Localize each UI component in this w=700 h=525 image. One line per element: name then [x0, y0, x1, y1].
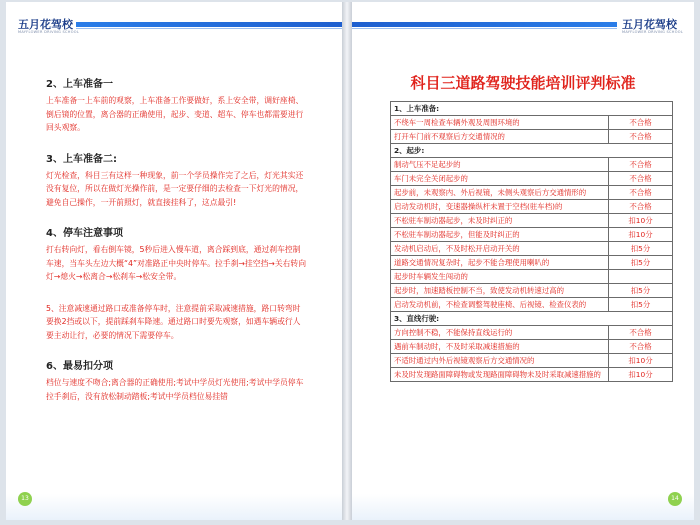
bottom-decoration-left — [6, 494, 342, 520]
bottom-decoration-right — [352, 494, 694, 520]
table-row — [391, 158, 673, 172]
result-cell: 扣10分 — [609, 354, 673, 368]
table-group-row — [391, 102, 673, 116]
section-body: 5、注意减速通过路口或准备停车时，注意提前采取减速措施，路口转弯时要换2挡或以下，提前踩刹车降速。通过路口时要先观察，如遇车辆或行人要主动让行，必要的情况下需要停车。 — [46, 303, 301, 340]
book-spine — [342, 2, 352, 520]
result-cell — [609, 270, 673, 284]
section-intersection — [46, 302, 308, 343]
criterion-cell: 未及时发现路面障碍物或发现路面障碍物未及时采取减速措施的 — [391, 368, 609, 382]
criterion-cell: 起步时车辆发生闯动的 — [391, 270, 609, 284]
section-body: 打右转向灯，看右倒车镜，5秒后进入慢车道，离合踩到底，通过刹车控制车速，当车头左边大概“4”对准路正中央时停车。拉手刹→挂空挡→关右转向灯→熄火→松离合→松刹车→松安全带。 — [46, 245, 307, 281]
brand-logo-right: 五月花驾校 — [622, 18, 677, 31]
section-parking — [46, 227, 308, 284]
brand-logo-left: 五月花驾校 — [18, 18, 73, 31]
table-row — [391, 116, 673, 130]
table-row — [391, 256, 673, 270]
criterion-cell: 制动气压不足起步的 — [391, 158, 609, 172]
group-heading: 3、直线行驶: — [391, 312, 673, 326]
criterion-cell: 发动机启动后，不及时松开启动开关的 — [391, 242, 609, 256]
section-title: 3、上车准备二: — [46, 153, 117, 165]
section-body: 档位与速度不吻合;离合器的正确使用;考试中学员灯光使用;考试中学员停车拉手刹后，没有放松制动踏板;考试中学员档位易挂错 — [46, 378, 304, 401]
section-prep-2 — [46, 153, 308, 210]
result-cell: 扣10分 — [609, 228, 673, 242]
section-title: 4、停车注意事项 — [46, 228, 123, 239]
criterion-cell: 启动发动机前，不检查调整驾驶座椅、后视镜、检查仪表的 — [391, 298, 609, 312]
table-group-row — [391, 144, 673, 158]
criterion-cell: 不绕车一周检查车辆外观及周围环境的 — [391, 116, 609, 130]
section-prep-1 — [46, 78, 308, 135]
left-page — [6, 2, 342, 520]
result-cell: 不合格 — [609, 158, 673, 172]
page-number-left: 13 — [18, 492, 32, 506]
header-line-right — [352, 28, 617, 29]
table-row — [391, 284, 673, 298]
page-number-right: 14 — [668, 492, 682, 506]
criterion-cell: 启动发动机时，变速器操纵杆未置于空档(驻车档)的 — [391, 200, 609, 214]
brand-subtitle-left: MAYFLOWER DRIVING SCHOOL — [18, 30, 80, 34]
criterion-cell: 方向控制不稳，不能保持直线运行的 — [391, 326, 609, 340]
result-cell: 扣5分 — [609, 284, 673, 298]
section-deductions — [46, 360, 308, 403]
table-row — [391, 214, 673, 228]
table-row — [391, 130, 673, 144]
result-cell: 扣5分 — [609, 256, 673, 270]
header-line-left — [76, 28, 342, 29]
right-page — [352, 2, 694, 520]
left-content — [46, 78, 308, 421]
criterion-cell: 遇前车制动时，不及时采取减速措施的 — [391, 340, 609, 354]
criterion-cell: 不适时通过内外后视镜观察后方交通情况的 — [391, 354, 609, 368]
criterion-cell: 道路交通情况复杂时，起步不能合理使用喇叭的 — [391, 256, 609, 270]
criterion-cell: 不松驻车制动器起步，但能及时纠正的 — [391, 228, 609, 242]
result-cell: 不合格 — [609, 200, 673, 214]
criterion-cell: 打开车门前不观察后方交通情况的 — [391, 130, 609, 144]
table-row — [391, 242, 673, 256]
result-cell: 不合格 — [609, 326, 673, 340]
criteria-table-body — [391, 102, 673, 382]
criterion-cell: 车门未完全关闭起步的 — [391, 172, 609, 186]
criterion-cell: 不松驻车制动器起步，未及时纠正的 — [391, 214, 609, 228]
criterion-cell: 起步前，未观察内、外后视镜，未侧头观察后方交通情形的 — [391, 186, 609, 200]
table-row — [391, 200, 673, 214]
header-bar-right — [352, 22, 617, 27]
section-body: 灯光检查，科目三有这样一种现象，前一个学员操作完了之后，灯光其实还没有复位，所以在做灯光操作前，是一定要仔细的去检查一下灯光的情况，避免自己操作，一开前照灯，就直接挂科了，这点最引! — [46, 170, 304, 207]
criteria-table — [390, 101, 673, 382]
table-row — [391, 228, 673, 242]
result-cell: 不合格 — [609, 172, 673, 186]
table-group-row — [391, 312, 673, 326]
table-row — [391, 186, 673, 200]
section-body: 上车准备一上车前的观察，上车准备工作要做好，系上安全带，调好座椅、倒后镜的位置，离合器的正确使用，起步、变道、超车、停车也都需要进行回头观察。 — [46, 96, 304, 132]
result-cell: 扣5分 — [609, 298, 673, 312]
result-cell: 扣10分 — [609, 214, 673, 228]
table-row — [391, 340, 673, 354]
section-title: 2、上车准备一 — [46, 79, 113, 90]
result-cell: 不合格 — [609, 340, 673, 354]
brand-subtitle-right: MAYFLOWER DRIVING SCHOOL — [622, 30, 684, 34]
table-row — [391, 354, 673, 368]
header-bar-left — [76, 22, 342, 27]
group-heading: 1、上车准备: — [391, 102, 673, 116]
result-cell: 扣10分 — [609, 368, 673, 382]
result-cell: 不合格 — [609, 186, 673, 200]
result-cell: 不合格 — [609, 130, 673, 144]
section-title: 6、最易扣分项 — [46, 361, 113, 372]
result-cell: 不合格 — [609, 116, 673, 130]
criterion-cell: 起步时，加速踏板控制不当，致使发动机转速过高的 — [391, 284, 609, 298]
table-row — [391, 368, 673, 382]
table-row — [391, 298, 673, 312]
result-cell: 扣5分 — [609, 242, 673, 256]
group-heading: 2、起步: — [391, 144, 673, 158]
table-row — [391, 270, 673, 284]
table-row — [391, 326, 673, 340]
table-row — [391, 172, 673, 186]
page-title: 科目三道路驾驶技能培训评判标准 — [410, 74, 636, 92]
